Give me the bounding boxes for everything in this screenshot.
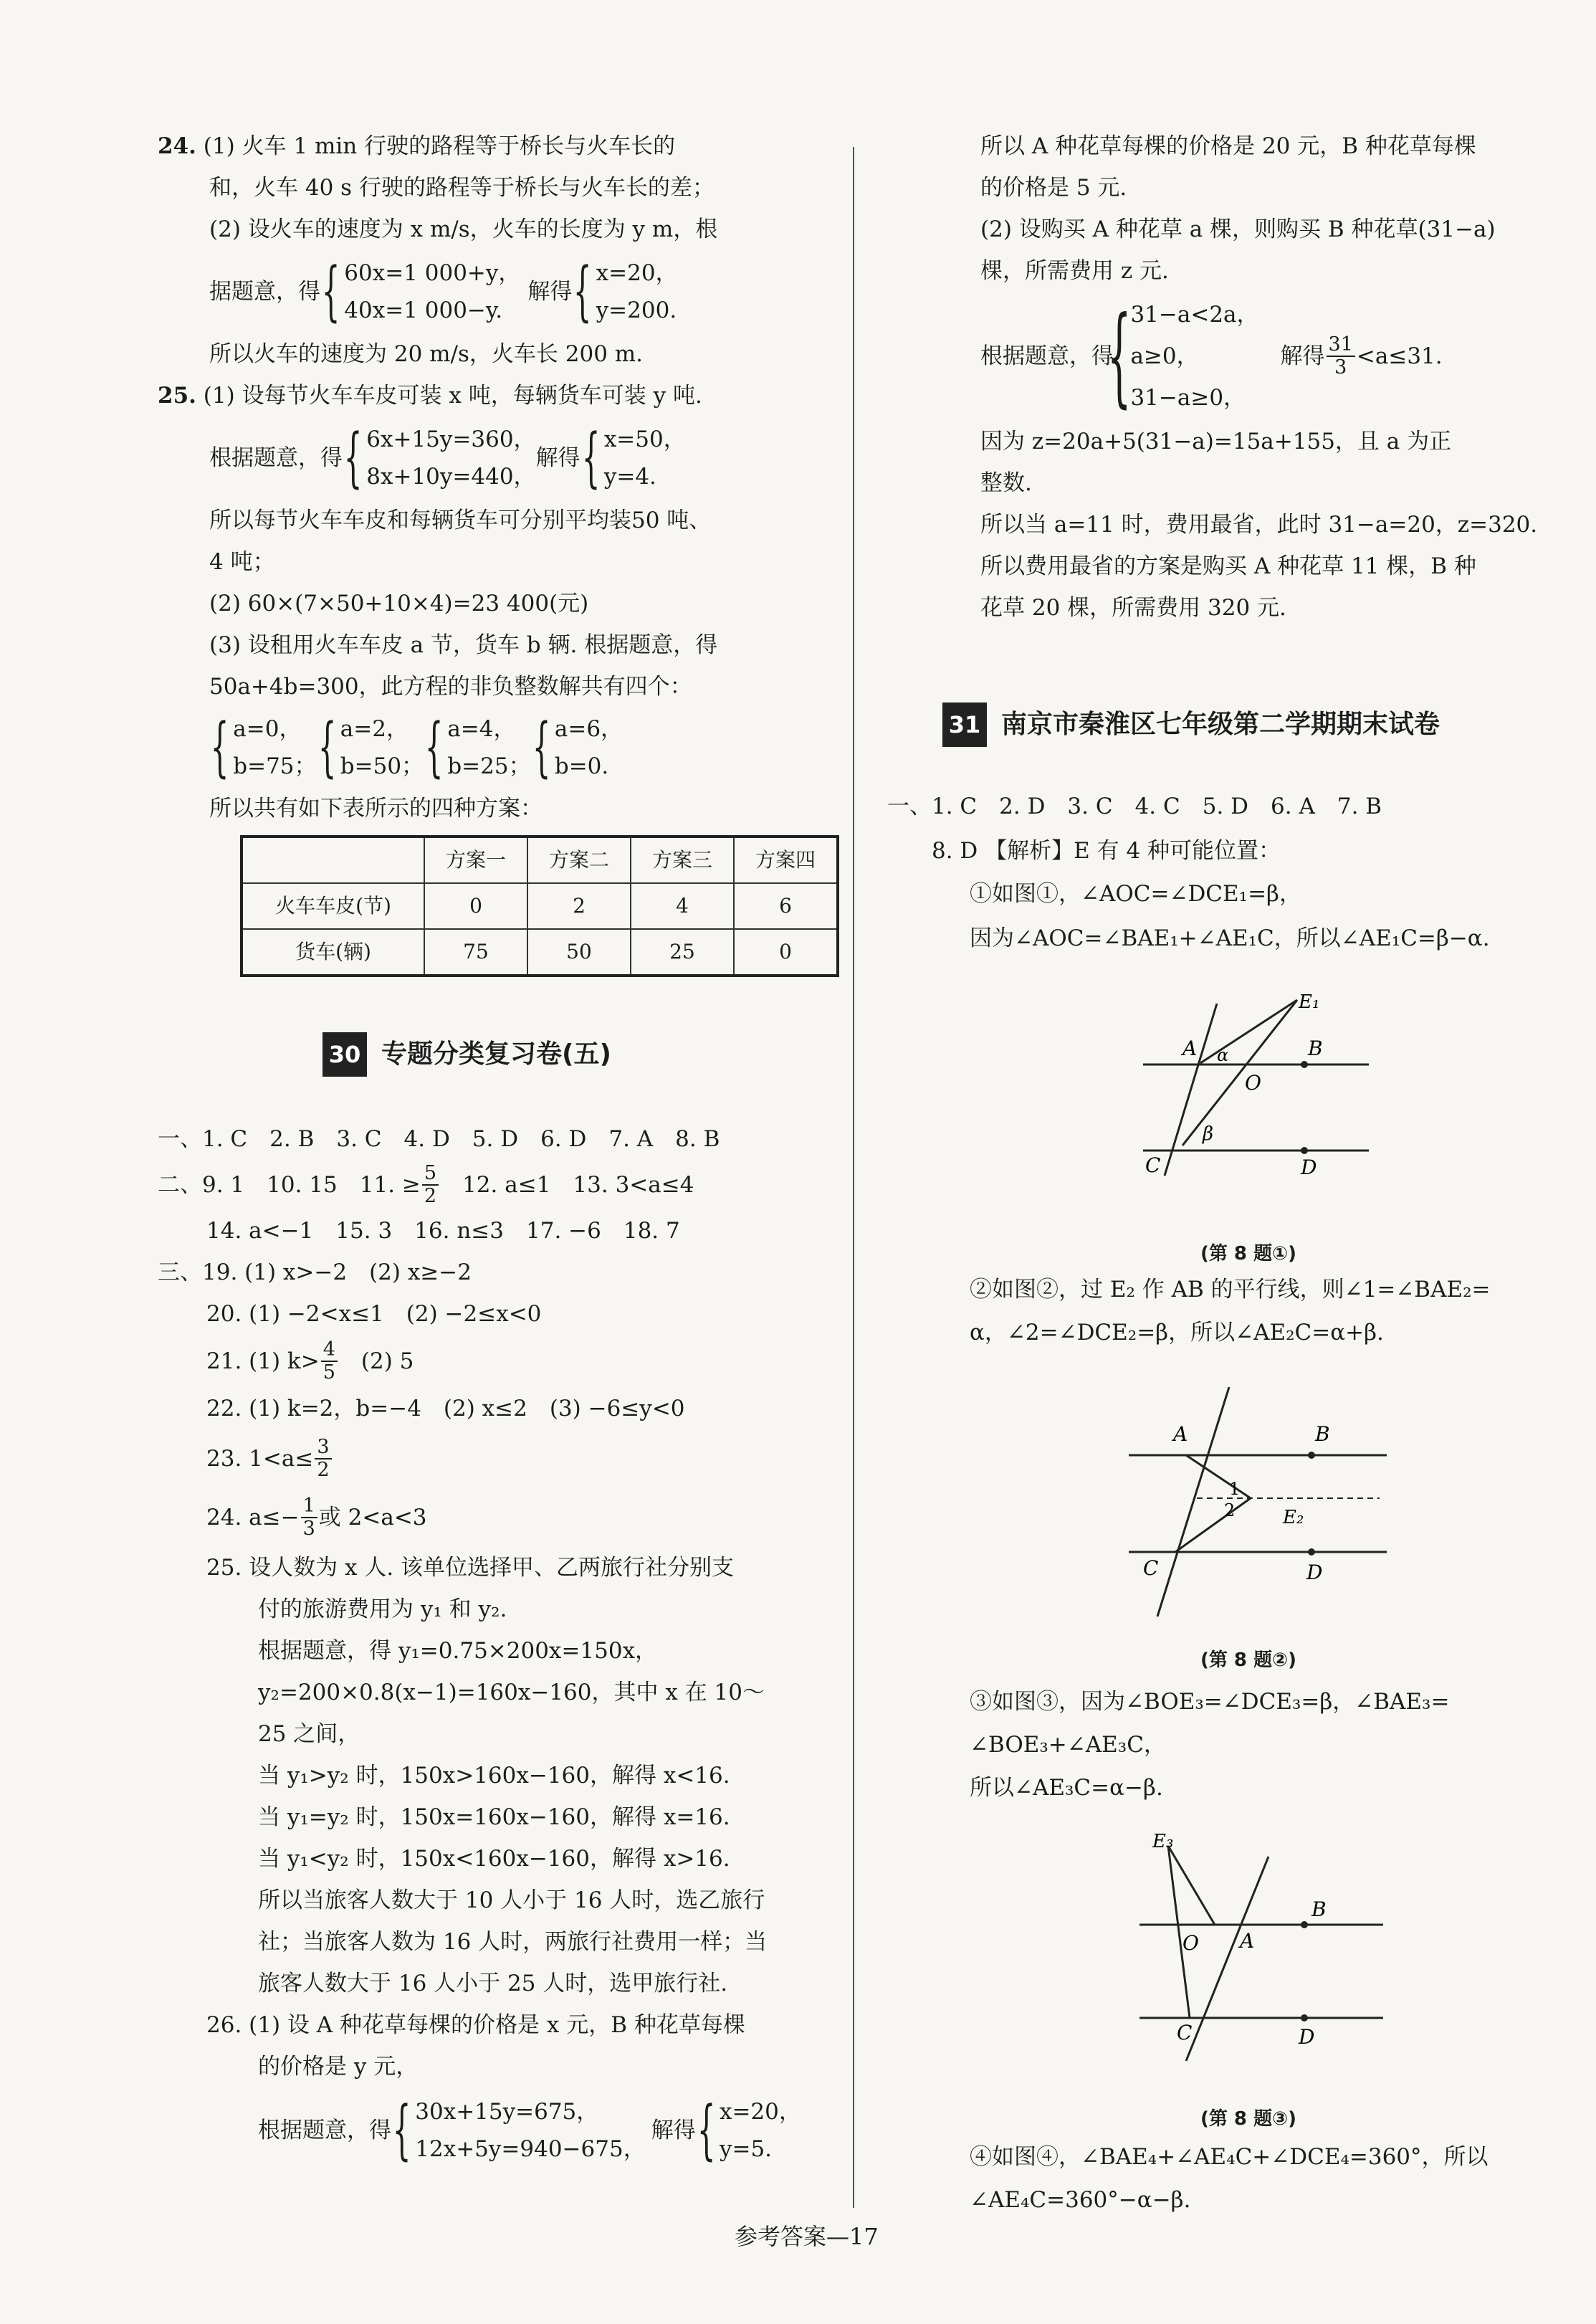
q25-line7: 50a+4b=300，此方程的非负整数解共有四个： [209,674,692,700]
r-line3: (2) 设购买 A 种花草 a 棵，则购买 B 种花草(31−a) [980,216,1496,242]
fig1-label-O: O [1245,1071,1261,1095]
q24-line1: 24. (1) 火车 1 min 行驶的路程等于桥长与火车长的 [158,133,676,159]
r-answers-6: α，∠2=∠DCE₂=β，所以∠AE₂C=α+β. [970,1320,1384,1346]
r-answers-11: ∠AE₄C=360°−α−β. [970,2187,1191,2213]
r-line8: 所以费用最省的方案是购买 A 种花草 11 棵，B 种 [980,553,1476,579]
fig2-label-B: B [1315,1422,1330,1446]
fig3-label-B: B [1311,1897,1327,1921]
left-column [158,125,842,986]
answer-row-4: 三、19. (1) x>−2 (2) x≥−2 [158,1259,472,1285]
brace: { [321,254,340,329]
fraction: $\frac{31}{3}$ [1327,334,1355,378]
r-answers-2: 8. D 【解析】E 有 4 种可能位置： [932,838,1281,864]
brace: { [392,2092,411,2168]
brace: { [581,420,601,495]
figure-8-1 [1132,989,1376,1183]
r-line6: 整数. [980,470,1032,496]
brace: { [424,710,444,785]
q25-line3: 所以每节火车车皮和每辆货车可分别平均装50 吨、 [209,508,712,533]
fig2-label-1: 1 [1229,1479,1241,1499]
r-answers-3: ①如图①，∠AOC=∠DCE₁=β， [970,881,1301,907]
section-30-heading: 30 专题分类复习卷(五) [322,1032,611,1077]
q24-line3: (2) 设火车的速度为 x m/s，火车的长度为 y m，根 [209,216,718,242]
left-lower [158,1118,842,2173]
q26-system: 根据题意，得 { 30x+15y=675， 12x+5y=940−675， 解得 { x=20， y=5. [258,2092,801,2168]
fig1-label-B: B [1308,1037,1323,1060]
q26-line2: 的价格是 y 元， [258,2054,419,2080]
q25-solutions: { a=0， b=75； { a=2， b=50； { a=4， b=25； { a=6， b=0. [210,710,623,785]
fraction: $\frac{3}{2}$ [315,1437,331,1481]
q25b-line7: 当 y₁=y₂ 时，150x=160x−160，解得 x=16. [258,1804,730,1830]
brace: { [532,710,551,785]
fig1-label-A: A [1182,1037,1198,1060]
r-answers-1: 一、1. C 2. D 3. C 4. C 5. D 6. A 7. B [887,794,1382,819]
fig3-label-O: O [1182,1931,1199,1955]
fig1-label-E1: E₁ [1299,991,1320,1013]
r-answers-10: ④如图④，∠BAE₄+∠AE₄C+∠DCE₄=360°，所以 [970,2144,1489,2170]
q25b-line8: 当 y₁<y₂ 时，150x<160x−160，解得 x>16. [258,1846,730,1872]
r-system: 根据题意，得 { 31−a<2a， a≥0， 31−a≥0， 解得 $\frac{31}{3}$ <a≤31. [980,294,1443,419]
table-row: 货车(辆) 75 50 25 0 [242,929,838,976]
answer-row-7: 22. (1) k=2，b=−4 (2) x≤2 (3) −6≤y<0 [206,1396,685,1421]
brace: { [697,2092,716,2168]
r-line2: 的价格是 5 元. [980,175,1127,201]
brace: { [210,710,229,785]
fig2-label-2: 2 [1224,1500,1236,1520]
q25-line5: (2) 60×(7×50+10×4)=23 400(元) [209,591,589,616]
fig2-label-C: C [1143,1556,1159,1580]
fig2-label-D: D [1306,1561,1323,1584]
brace: { [573,254,592,329]
answer-row-1: 一、1. C 2. B 3. C 4. D 5. D 6. D 7. A 8. B [158,1126,720,1152]
answer-row-9: 24. a≤− $\frac{1}{3}$ 或 2<a<3 [206,1495,427,1540]
right-column [980,125,1568,629]
r-answers-5: ②如图②，过 E₂ 作 AB 的平行线，则∠1=∠BAE₂= [970,1277,1491,1303]
q24-line2: 和，火车 40 s 行驶的路程等于桥长与火车长的差； [209,175,715,201]
fig1-label-C: C [1145,1153,1161,1177]
r-answers-9: 所以∠AE₃C=α−β. [970,1775,1163,1801]
fig3-label-D: D [1299,2025,1315,2049]
fig1-label-D: D [1301,1156,1317,1179]
q25b-line2: 付的旅游费用为 y₁ 和 y₂. [258,1596,507,1622]
fig2-label-E2: E₂ [1283,1507,1304,1528]
r-answers-4: 因为∠AOC=∠BAE₁+∠AE₁C，所以∠AE₁C=β−α. [970,925,1490,951]
r-line1: 所以 A 种花草每棵的价格是 20 元，B 种花草每棵 [980,133,1476,159]
fig3-label-E3: E₃ [1152,1832,1174,1852]
caption-fig2: (第 8 题②) [1200,1649,1296,1671]
r-answers-8: ∠BOE₃+∠AE₃C， [970,1732,1166,1758]
q25b-line6: 当 y₁>y₂ 时，150x>160x−160，解得 x<16. [258,1763,730,1789]
fraction: $\frac{1}{3}$ [301,1495,317,1540]
r-line7: 所以当 a=11 时，费用最省，此时 31−a=20，z=320. [980,512,1538,538]
section-31-heading: 31 南京市秦淮区七年级第二学期期末试卷 [942,703,1440,747]
r-line5: 因为 z=20a+5(31−a)=15a+155，且 a 为正 [980,429,1452,454]
q26-line1: 26. (1) 设 A 种花草每棵的价格是 x 元，B 种花草每棵 [206,2012,745,2038]
q25b-line9: 所以当旅客人数大于 10 人小于 16 人时，选乙旅行 [258,1887,765,1913]
answer-row-6: 21. (1) k> $\frac{4}{5}$ (2) 5 [206,1338,414,1384]
fig3-label-A: A [1240,1929,1255,1953]
brace: { [1107,294,1132,419]
q25b-line3: 根据题意，得 y₁=0.75×200x=150x， [258,1638,658,1664]
answer-row-2: 二、9. 1 10. 15 11. ≥ $\frac{5}{2}$ 12. a≤1 13. 3<a≤4 [158,1162,694,1207]
q25b-line11: 旅客人数大于 16 人小于 25 人时，选甲旅行社. [258,1971,728,1996]
plan-table [240,835,839,977]
q25-line8: 所以共有如下表所示的四种方案： [209,796,543,822]
answer-row-8: 23. 1<a≤ $\frac{3}{2}$ [158,1429,842,1488]
q25-line1: 25. (1) 设每节火车车皮可装 x 吨，每辆货车可装 y 吨. [158,383,702,409]
q25b-line10: 社；当旅客人数为 16 人时，两旅行社费用一样；当 [258,1929,768,1955]
q25b-line5: 25 之间， [258,1721,360,1747]
caption-fig1: (第 8 题①) [1200,1243,1296,1265]
r-line4: 棵，所需费用 z 元. [980,258,1169,284]
figure-8-2 [1122,1387,1394,1624]
table-row: 方案一 方案二 方案三 方案四 [242,837,838,883]
fraction: $\frac{5}{2}$ [422,1163,439,1207]
q25-line6: (3) 设租用火车车皮 a 节，货车 b 辆. 根据题意，得 [209,632,718,658]
q24-line5: 所以火车的速度为 20 m/s，火车长 200 m. [209,341,644,367]
fig1-label-beta: β [1203,1123,1214,1145]
r-line9: 花草 20 棵，所需费用 320 元. [980,595,1286,621]
q24-system: 据题意，得 { 60x=1 000+y， 40x=1 000−y. 解得 { x=20， y=200. [209,254,678,329]
table-row: 火车车皮(节) 0 2 4 6 [242,883,838,929]
fig3-label-C: C [1177,2021,1193,2044]
fig2-label-A: A [1173,1422,1188,1446]
page-footer: 参考答案—17 [735,2223,879,2250]
column-divider [853,147,854,2208]
brace: { [343,420,363,495]
brace: { [317,710,337,785]
r-answers-7: ③如图③，因为∠BOE₃=∠DCE₃=β，∠BAE₃= [970,1689,1450,1715]
q25-system: 根据题意，得 { 6x+15y=360， 8x+10y=440， 解得 { x=50， y=4. [209,420,686,495]
answer-row-3: 14. a<−1 15. 3 16. n≤3 17. −6 18. 7 [206,1218,680,1244]
q25-line4: 4 吨； [209,549,275,575]
q25b-line1: 25. 设人数为 x 人. 该单位选择甲、乙两旅行社分别支 [206,1555,735,1581]
caption-fig3: (第 8 题③) [1200,2108,1296,2130]
fraction: $\frac{4}{5}$ [321,1339,338,1384]
answer-row-5: 20. (1) −2<x≤1 (2) −2≤x<0 [206,1301,542,1327]
figure-8-3 [1132,1832,1390,2068]
q25b-line4: y₂=200×0.8(x−1)=160x−160，其中 x 在 10～ [258,1680,765,1705]
fig1-label-alpha: α [1217,1045,1229,1065]
